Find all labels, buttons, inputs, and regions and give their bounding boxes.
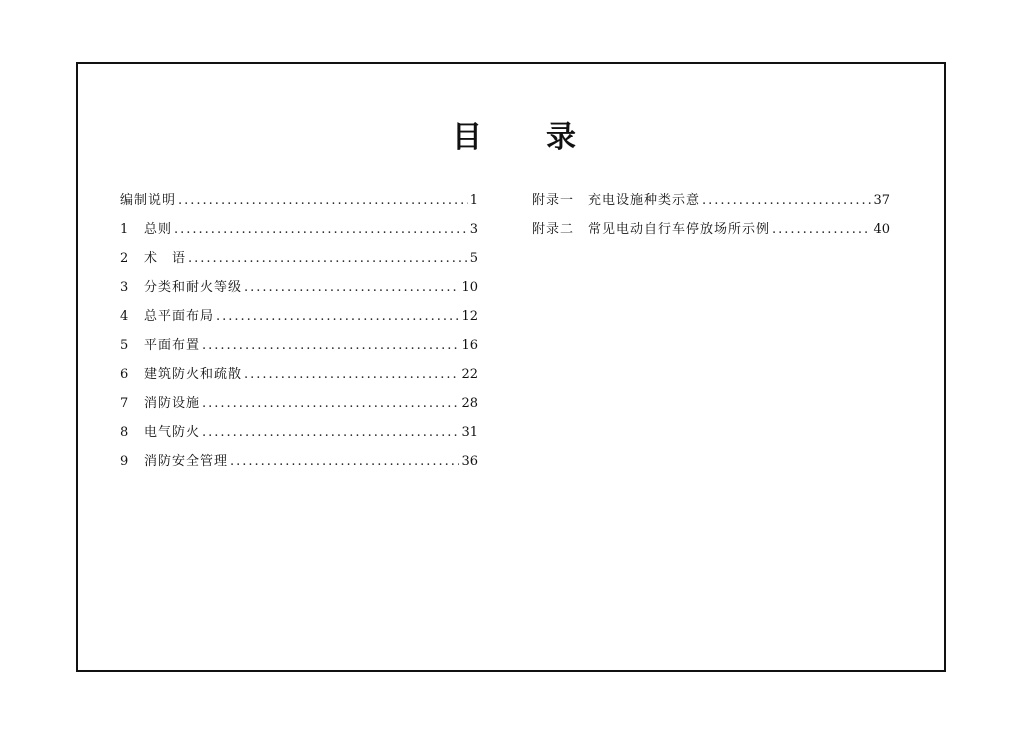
toc-entry-label: 附录二 常见电动自行车停放场所示例: [532, 222, 771, 237]
dot-leader: [178, 186, 468, 215]
toc-entry-number: 1: [120, 222, 129, 237]
toc-entry-label: 消防安全管理: [144, 454, 229, 469]
dot-leader: [202, 331, 459, 360]
toc-entry-number: 3: [120, 280, 129, 295]
toc-entry-page: 12: [461, 309, 478, 324]
dot-leader: [174, 215, 468, 244]
dot-leader: [702, 186, 871, 215]
dot-leader: [202, 389, 459, 418]
toc-entry[interactable]: [120, 389, 478, 418]
dot-leader: [244, 273, 459, 302]
toc-entry-label: 附录一 充电设施种类示意: [532, 193, 701, 208]
toc-entry-page: 3: [469, 222, 478, 237]
toc-entry-appendix[interactable]: [532, 186, 890, 215]
toc-entry-label: 编制说明: [120, 193, 177, 208]
toc-entry-number: 4: [120, 309, 129, 324]
toc-entry[interactable]: [120, 215, 478, 244]
toc-entry-number: 9: [120, 454, 129, 469]
toc-right-column: [532, 186, 890, 244]
dot-leader: [230, 447, 459, 476]
toc-left-column: [120, 186, 478, 476]
toc-entry-page: 28: [461, 396, 478, 411]
title-char-2: 录: [546, 120, 576, 155]
toc-entry[interactable]: [120, 418, 478, 447]
toc-entry[interactable]: [120, 360, 478, 389]
toc-entry-appendix[interactable]: [532, 215, 890, 244]
dot-leader: [202, 418, 459, 447]
toc-entry[interactable]: [120, 447, 478, 476]
toc-entry-page: 22: [461, 367, 478, 382]
toc-entry-page: 36: [461, 454, 478, 469]
toc-entry-page: 1: [469, 193, 478, 208]
toc-entry-number: 6: [120, 367, 129, 382]
toc-entry[interactable]: [120, 302, 478, 331]
toc-entry-number: 2: [120, 251, 129, 266]
toc-entry-number: 7: [120, 396, 129, 411]
toc-entry-label: 电气防火: [144, 425, 201, 440]
toc-entry[interactable]: [120, 244, 478, 273]
toc-entry-label: 术 语: [144, 251, 187, 266]
toc-entry[interactable]: [120, 331, 478, 360]
toc-entry-label: 总平面布局: [144, 309, 215, 324]
toc-entry-page: 37: [873, 193, 890, 208]
toc-entry-page: 16: [461, 338, 478, 353]
toc-entry-page: 5: [469, 251, 478, 266]
dot-leader: [216, 302, 459, 331]
dot-leader: [772, 215, 871, 244]
toc-entry-label: 分类和耐火等级: [144, 280, 243, 295]
toc-entry-label: 平面布置: [144, 338, 201, 353]
page-title: [0, 112, 1024, 155]
toc-entry[interactable]: [120, 186, 478, 215]
toc-entry-page: 31: [461, 425, 478, 440]
toc-entry[interactable]: [120, 273, 478, 302]
toc-entry-label: 消防设施: [144, 396, 201, 411]
toc-entry-number: 5: [120, 338, 129, 353]
toc-entry-label: 建筑防火和疏散: [144, 367, 243, 382]
dot-leader: [188, 244, 468, 273]
toc-entry-page: 40: [873, 222, 890, 237]
toc-entry-page: 10: [461, 280, 478, 295]
title-char-1: 目: [452, 120, 482, 155]
toc-entry-number: 8: [120, 425, 129, 440]
toc-entry-label: 总则: [144, 222, 173, 237]
dot-leader: [244, 360, 459, 389]
